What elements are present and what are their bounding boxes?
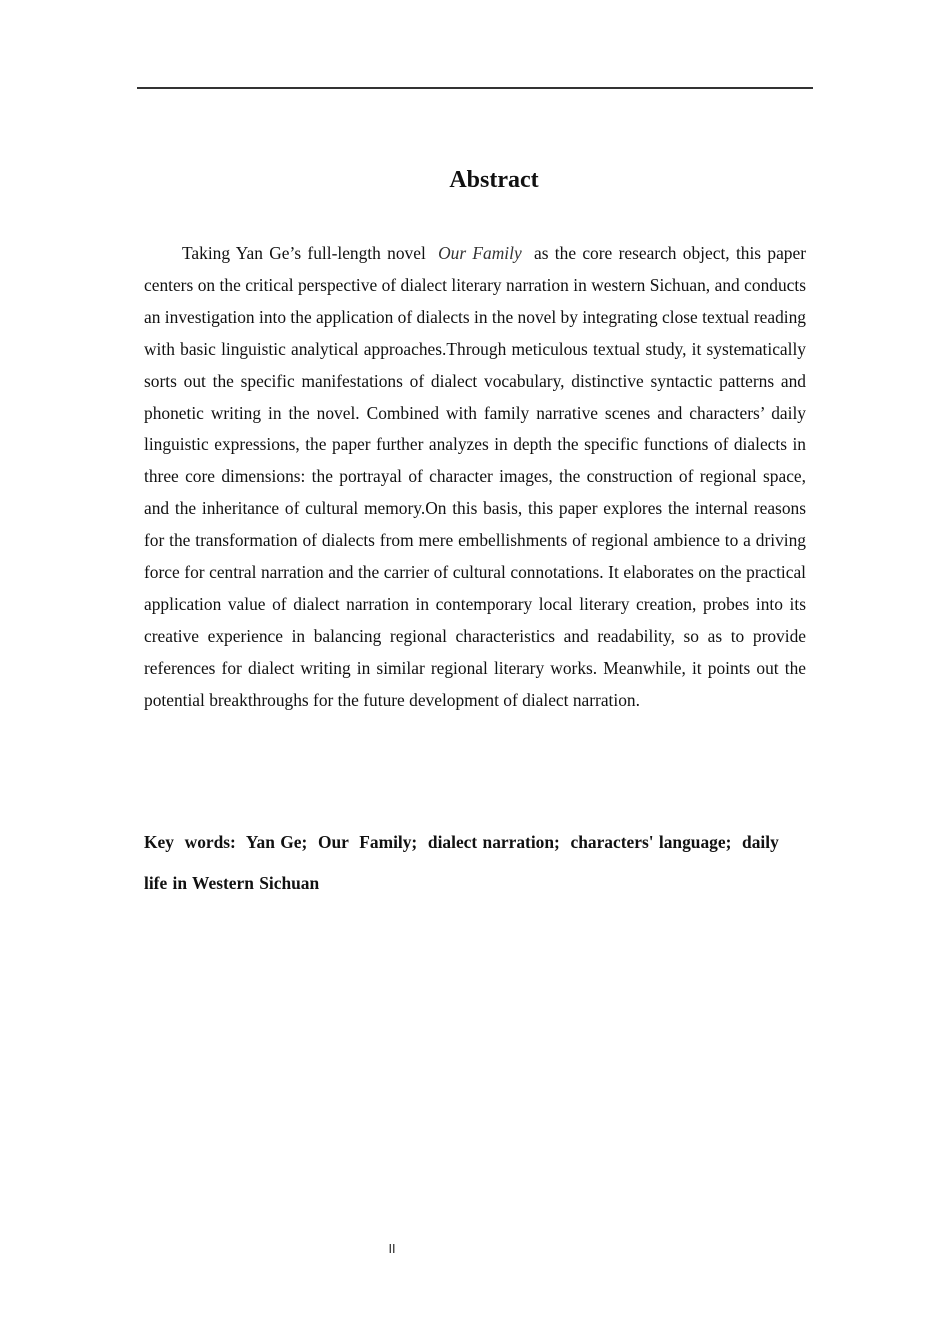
keywords [144, 822, 806, 904]
page-number: II [388, 1242, 396, 1256]
abstract-rest: as the core research object, this paper centers on the critical perspective of dialect literary narration in western Sichuan, and conducts an investigation into the application of dialects in the novel by integrating close textual reading with basic linguistic analytical approaches.Through meticulous textual study, it systematically sorts out the specific manifestations of dialect vocabulary, distinctive syntactic patterns and phonetic writing in the novel. Combined with family narrative scenes and characters’ daily linguistic expressions, the paper further analyzes in depth the specific functions of dialects in three core dimensions: the portrayal of character images, the construction of regional space, and the inheritance of cultural memory.On this basis, this paper explores the internal reasons for the transformation of dialects from mere embellishments of regional ambience to a driving force for central narration and the carrier of cultural connotations. It elaborates on the practical application value of dialect narration in contemporary local literary creation, probes into its creative experience in balancing regional characteristics and readability, so as to provide references for dialect writing in similar regional literary works. Meanwhile, it points out the potential breakthroughs for the future development of dialect narration. [144, 243, 806, 710]
abstract-title: Abstract [449, 167, 539, 193]
header-rule [137, 87, 813, 89]
abstract-body [144, 238, 806, 717]
keywords-text: Yan Ge; Our Family; dialect narration; characters' language; daily life in Western Sichuan [144, 832, 785, 893]
novel-title: Our Family [438, 243, 522, 263]
keywords-label: Key words: [144, 832, 246, 852]
abstract-lead: Taking Yan Ge’s full-length novel [182, 243, 426, 263]
